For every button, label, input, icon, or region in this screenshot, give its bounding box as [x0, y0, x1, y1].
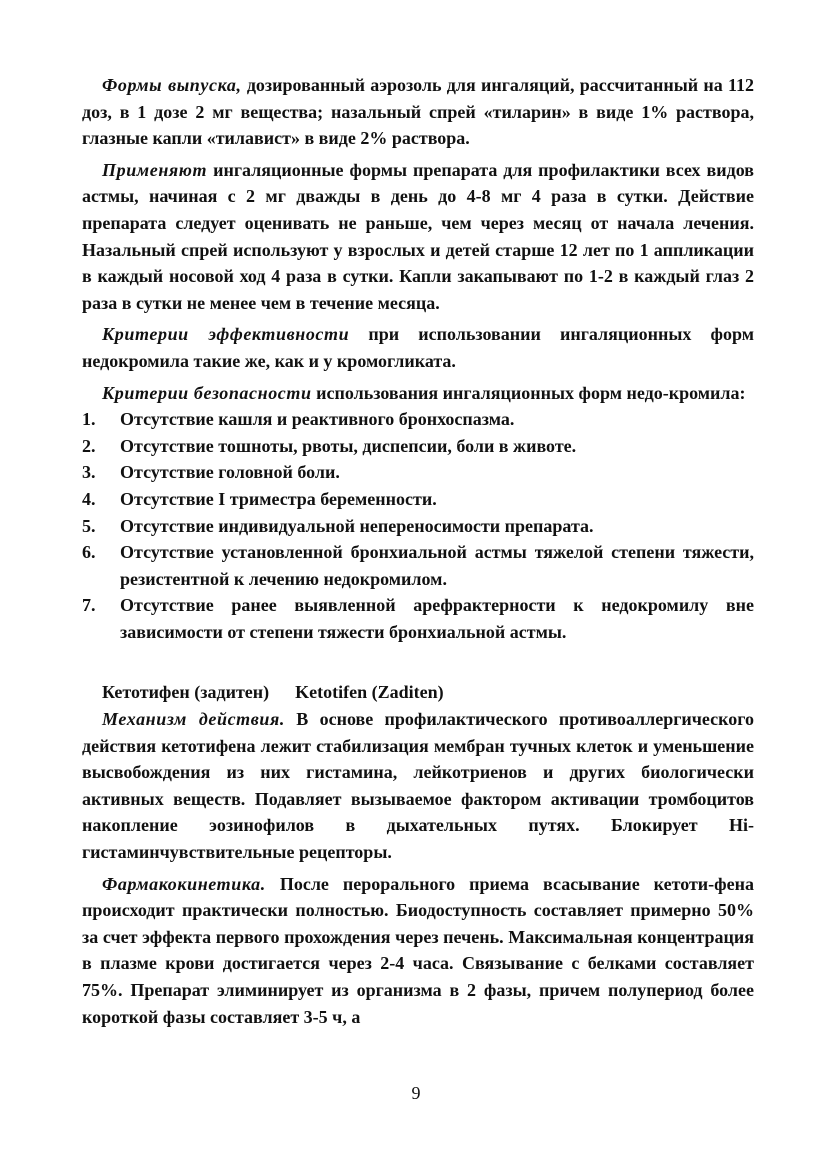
paragraph-usage [82, 157, 754, 317]
list-item-text: Отсутствие головной боли. [120, 462, 340, 483]
paragraph-efficacy [82, 321, 754, 374]
page-number: 9 [411, 1083, 421, 1103]
list-item [82, 539, 754, 592]
paragraph-safety [82, 380, 754, 407]
paragraph-pharmacokinetics [82, 871, 754, 1031]
list-item-text: Отсутствие тошноты, рвоты, диспепсии, боли в животе. [120, 435, 577, 456]
list-item-text: Отсутствие ранее выявленной арефрактерности к недокромилу вне зависимости от степени тяжести бронхиальной астмы. [120, 595, 754, 642]
lead-mechanism: Механизм действия. [102, 709, 286, 730]
text-usage: ингаляционные формы препарата для профилактики всех видов астмы, начиная с 2 мг дважды в день до 4-8 мг 4 раза в сутки. Действие препарата следует оценивать не раньше, чем через месяц от начала лечения. Назальный спрей используют у взрослых и детей старше 12 лет по 1 аппликации в каждый носовой ход 4 раза в сутки. Капли закапывают по 1-2 в каждый глаз 2 раза в сутки не менее чем в течение месяца. [82, 159, 754, 313]
list-item-number: 7. [82, 595, 96, 616]
list-item-number: 2. [82, 435, 96, 456]
safety-criteria-list [82, 406, 754, 645]
paragraph-mechanism [82, 706, 754, 866]
list-item [82, 406, 754, 433]
list-item-number: 6. [82, 542, 96, 563]
text-efficacy: при использовании ингаляционных форм недокромила такие же, как и у кромогликата. [82, 324, 755, 371]
drug-name-russian: Кетотифен (задитен) [102, 682, 270, 703]
lead-safety: Критерии безопасности [102, 382, 312, 403]
lead-pharmacokinetics: Фармакокинетика. [102, 873, 266, 894]
page-body [82, 72, 754, 1030]
list-item-number: 3. [82, 462, 96, 483]
text-pharmacokinetics: После перорального приема всасывание кетоти-фена происходит практически полностью. Биодоступность составляет примерно 50% за счет эффекта первого прохождения через печень. Максимальная концентрация в плазме крови достигается через 2-4 часа. Связывание с белками составляет 75%. Препарат элиминирует из организма в 2 фазы, причем полупериод более короткой фазы составляет 3-5 ч, а [82, 873, 754, 1027]
drug-name-latin: Ketotifen (Zaditen) [295, 682, 444, 703]
list-item-number: 4. [82, 488, 96, 509]
drug-heading [82, 679, 754, 706]
text-mechanism: В основе профилактического противоаллергического действия кетотифена лежит стабилизация мембран тучных клеток и уменьшение высвобождения из них гистамина, лейкотриенов и других биологически активных веществ. Подавляет вызываемое фактором активации тромбоцитов накопление эозинофилов в дыхательных путях. Блокирует Hi-гистаминчувствительные рецепторы. [82, 709, 754, 863]
lead-efficacy: Критерии эффективности [102, 324, 350, 345]
list-item-text: Отсутствие кашля и реактивного бронхоспазма. [120, 409, 515, 430]
list-item [82, 433, 754, 460]
list-item [82, 459, 754, 486]
paragraph-release-forms [82, 72, 754, 152]
list-item [82, 486, 754, 513]
list-item-number: 5. [82, 515, 96, 536]
list-item-text: Отсутствие установленной бронхиальной астмы тяжелой степени тяжести, резистентной к лечению недокромилом. [120, 542, 754, 589]
list-item-text: Отсутствие I триместра беременности. [120, 488, 437, 509]
list-item-number: 1. [82, 409, 96, 430]
list-item-text: Отсутствие индивидуальной непереносимости препарата. [120, 515, 594, 536]
list-item [82, 592, 754, 645]
list-item [82, 513, 754, 540]
lead-usage: Применяют [102, 159, 208, 180]
text-safety: использования ингаляционных форм недо-кромила: [311, 382, 746, 403]
text-release-forms: дозированный аэрозоль для ингаляций, рассчитанный на 112 доз, в 1 дозе 2 мг вещества; назальный спрей «тиларин» в виде 1% раствора, глазные капли «тилавист» в виде 2% раствора. [82, 75, 754, 149]
lead-release-forms: Формы выпуска, [102, 75, 242, 95]
